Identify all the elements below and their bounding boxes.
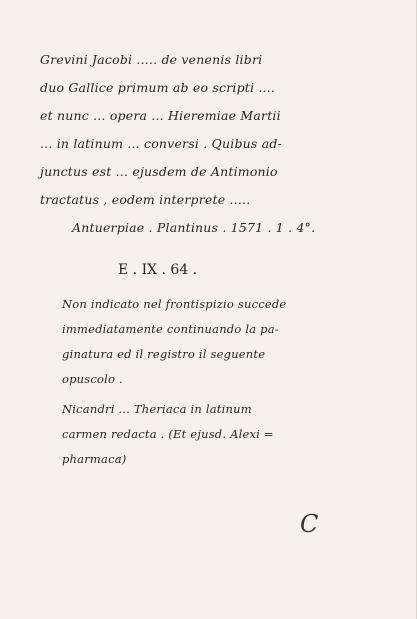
entry-line-3: et nunc ... opera ... Hieremiae Martii [40, 108, 281, 123]
shelfmark: E . IX . 64 . [118, 262, 198, 278]
entry-line-6: tractatus , eodem interprete ..... [40, 192, 251, 207]
entry-line-4: ... in latinum ... conversi . Quibus ad- [40, 136, 282, 151]
imprint-line: Antuerpiae . Plantinus . 1571 . 1 . 4°. [72, 220, 316, 235]
corner-mark: C [300, 510, 319, 538]
note-line-7: pharmaca) [62, 452, 127, 466]
entry-line-2: duo Gallice primum ab eo scripti .... [40, 80, 276, 95]
note-line-4: opuscolo . [62, 372, 123, 386]
note-line-6: carmen redacta . (Et ejusd. Alexi = [62, 427, 274, 441]
entry-line-5: junctus est ... ejusdem de Antimonio [40, 164, 278, 179]
entry-line-1: Grevini Jacobi ..... de venenis libri [40, 52, 263, 67]
note-line-2: immediatamente continuando la pa- [62, 322, 279, 336]
note-line-3: ginatura ed il registro il seguente [62, 347, 266, 361]
note-line-1: Non indicato nel frontispizio succede [62, 297, 287, 311]
note-line-5: Nicandri ... Theriaca in latinum [62, 402, 252, 416]
